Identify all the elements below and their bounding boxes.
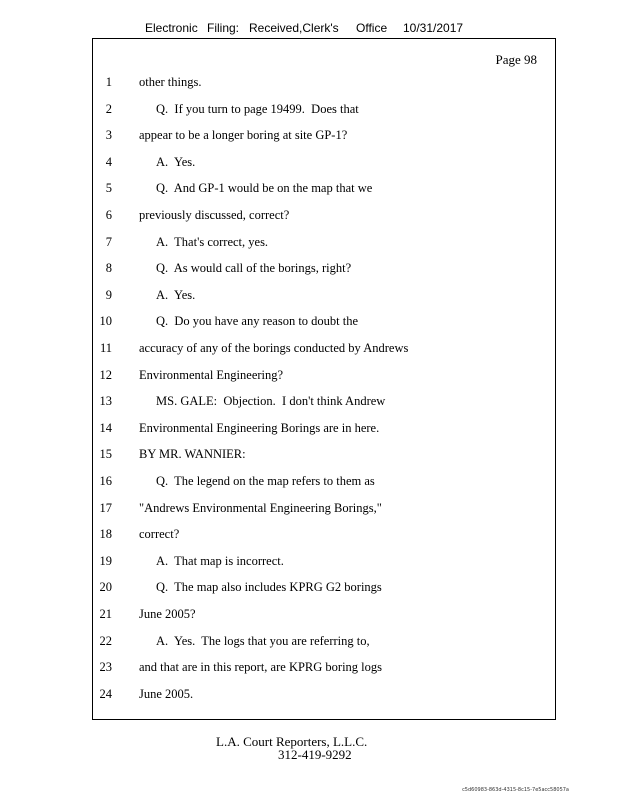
- line-number: 18: [99, 527, 112, 542]
- line-text: correct?: [139, 527, 180, 542]
- stamp-received: Received,Clerk's: [249, 21, 339, 35]
- transcript-line: [93, 128, 555, 146]
- transcript-line: [93, 580, 555, 598]
- transcript-line: [93, 527, 555, 545]
- stamp-electronic: Electronic: [145, 21, 198, 35]
- transcript-line: [93, 368, 555, 386]
- line-text: Q. Do you have any reason to doubt the: [156, 314, 359, 329]
- court-reporter-name: L.A. Court Reporters, L.L.C.: [216, 734, 368, 749]
- transcript-line: [93, 314, 555, 332]
- transcript-line: [93, 261, 555, 279]
- line-number: 6: [105, 208, 112, 222]
- line-number: 22: [99, 633, 112, 648]
- line-number: 15: [99, 447, 112, 462]
- line-text: Environmental Engineering Borings are in here.: [139, 420, 380, 435]
- line-number: 12: [99, 367, 112, 382]
- line-text: A. That map is incorrect.: [156, 553, 284, 568]
- transcript-line: [93, 208, 555, 226]
- line-number: 11: [99, 341, 112, 355]
- line-number: 9: [105, 287, 112, 302]
- line-text: previously discussed, correct?: [139, 208, 290, 222]
- line-text: BY MR. WANNIER:: [139, 447, 246, 462]
- line-text: "Andrews Environmental Engineering Borings,": [139, 500, 382, 515]
- transcript-line: [93, 155, 555, 173]
- line-text: A. That's correct, yes.: [156, 234, 269, 249]
- transcript-line: [93, 75, 555, 93]
- line-text: MS. GALE: Objection. I don't think Andrew: [156, 394, 386, 409]
- line-number: 13: [99, 394, 112, 409]
- line-number: 17: [99, 500, 112, 515]
- court-reporter-phone: 312-419-9292: [278, 747, 352, 762]
- transcript-line: [93, 687, 555, 705]
- transcript-page-frame: [92, 38, 556, 720]
- line-number: 1: [105, 75, 112, 89]
- line-number: 20: [99, 580, 112, 595]
- page-number: Page 98: [495, 52, 537, 67]
- transcript-line: [93, 421, 555, 439]
- line-text: accuracy of any of the borings conducted by Andrews: [139, 341, 409, 355]
- transcript-line: [93, 235, 555, 253]
- line-text: Q. The legend on the map refers to them as: [156, 474, 375, 488]
- line-number: 5: [105, 181, 112, 196]
- line-number: 24: [99, 686, 112, 701]
- line-number: 3: [105, 128, 112, 143]
- line-text: Q. As would call of the borings, right?: [156, 261, 352, 276]
- transcript-line: [93, 181, 555, 199]
- line-text: Q. And GP-1 would be on the map that we: [156, 181, 373, 196]
- line-number: 2: [105, 101, 112, 116]
- transcript-line: [93, 501, 555, 519]
- transcript-line: [93, 102, 555, 120]
- transcript-line: [93, 607, 555, 625]
- line-number: 10: [99, 314, 112, 329]
- transcript-line: [93, 474, 555, 492]
- line-text: June 2005?: [139, 607, 196, 621]
- transcript-line: [93, 554, 555, 572]
- transcript-line: [93, 660, 555, 678]
- line-text: A. Yes.: [156, 154, 196, 169]
- line-number: 23: [99, 660, 112, 675]
- transcript-line: [93, 288, 555, 306]
- stamp-office: Office: [356, 21, 388, 35]
- transcript-line: [93, 394, 555, 412]
- line-text: Q. The map also includes KPRG G2 borings: [156, 580, 382, 595]
- transcript-line: [93, 447, 555, 465]
- line-text: June 2005.: [139, 686, 194, 701]
- line-number: 14: [99, 420, 112, 435]
- transcript-line: [93, 634, 555, 652]
- line-number: 4: [105, 154, 112, 169]
- stamp-date: 10/31/2017: [403, 21, 464, 35]
- line-text: Environmental Engineering?: [139, 367, 284, 382]
- document-id: c5d60983-863d-4315-8c15-7e5acc58057a: [462, 787, 569, 793]
- line-text: A. Yes. The logs that you are referring to,: [156, 633, 370, 648]
- stamp-filing: Filing:: [207, 21, 240, 35]
- line-text: A. Yes.: [156, 287, 196, 302]
- line-text: appear to be a longer boring at site GP-1?: [139, 128, 348, 143]
- line-number: 8: [105, 261, 112, 276]
- line-number: 16: [99, 474, 112, 488]
- line-number: 19: [99, 553, 112, 568]
- transcript-line: [93, 341, 555, 359]
- line-number: 21: [99, 607, 112, 621]
- line-text: and that are in this report, are KPRG boring logs: [139, 660, 383, 675]
- line-number: 7: [105, 234, 112, 249]
- line-text: other things.: [139, 75, 202, 89]
- line-text: Q. If you turn to page 19499. Does that: [156, 101, 359, 116]
